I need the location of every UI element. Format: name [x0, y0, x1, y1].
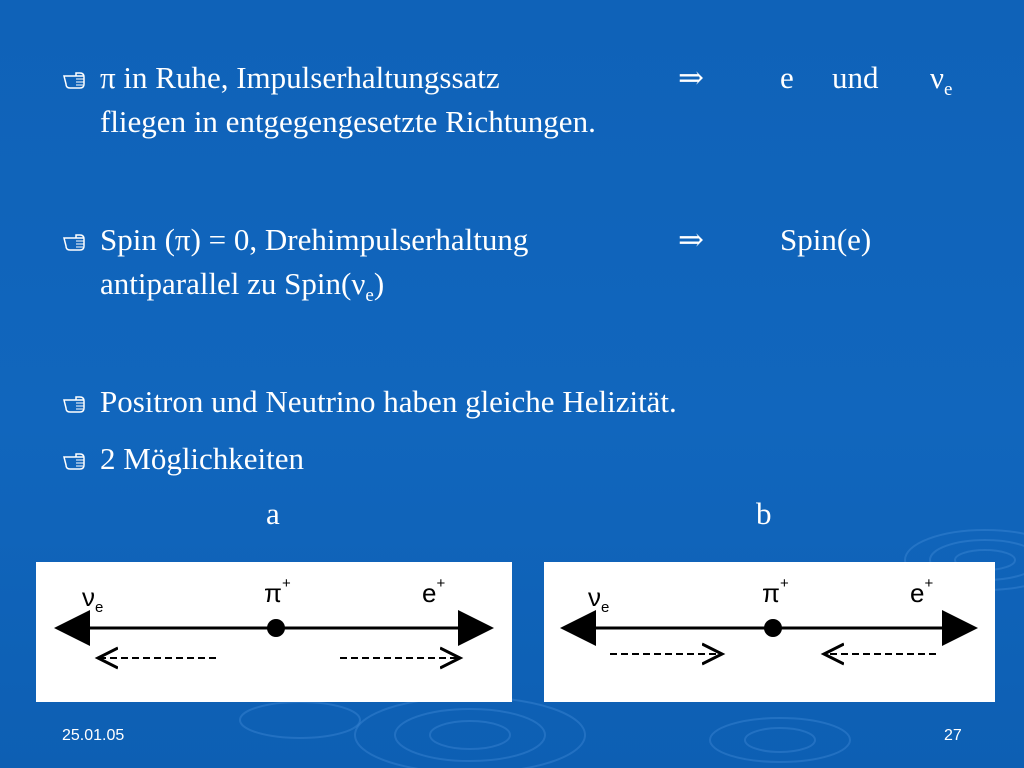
option-b-label: b [756, 496, 772, 531]
bullet-text: e [780, 60, 794, 95]
pointing-hand-icon [62, 441, 90, 481]
implies-arrow: ⇒ [678, 222, 704, 257]
neutrino-label: $\nu_e$ [588, 582, 610, 616]
bullet-momentum [62, 56, 962, 146]
pointing-hand-icon [62, 60, 90, 100]
bullet-text: und [832, 60, 879, 95]
bullet-text: fliegen in entgegengesetzte Richtungen. [100, 104, 596, 139]
neutrino-label: $\nu_e$ [82, 582, 104, 616]
slide-number: 27 [944, 727, 962, 744]
pion-dot [267, 619, 285, 637]
footer-date: 25.01.05 [62, 727, 125, 744]
bullet-text: Positron und Neutrino haben gleiche Helizität. [100, 384, 677, 419]
positron-label: e+ [910, 575, 934, 608]
bullet-helicity [62, 380, 962, 424]
pointing-hand-icon [62, 222, 90, 262]
bullet-text: Spin (π) = 0, Drehimpulserhaltung [100, 222, 529, 257]
pion-dot [764, 619, 782, 637]
neutrino-symbol: $\nu_e$ [930, 60, 953, 100]
diagram-a [36, 562, 512, 702]
bullet-spin [62, 218, 962, 308]
bullet-possibilities [62, 437, 962, 481]
bullet-text: π in Ruhe, Impulserhaltungssatz [100, 60, 500, 95]
bullet-text: antiparallel zu $Spin(\nu_e)$ [100, 266, 385, 306]
positron-label: e+ [422, 575, 446, 608]
pion-label: π+ [762, 575, 789, 608]
pointing-hand-icon [62, 384, 90, 424]
implies-arrow: ⇒ [678, 60, 704, 95]
bullet-text: Spin(e) [780, 222, 872, 257]
diagram-b [544, 562, 995, 702]
option-a-label: a [266, 496, 280, 531]
pion-label: π+ [264, 575, 291, 608]
bullet-text: 2 Möglichkeiten [100, 441, 305, 476]
